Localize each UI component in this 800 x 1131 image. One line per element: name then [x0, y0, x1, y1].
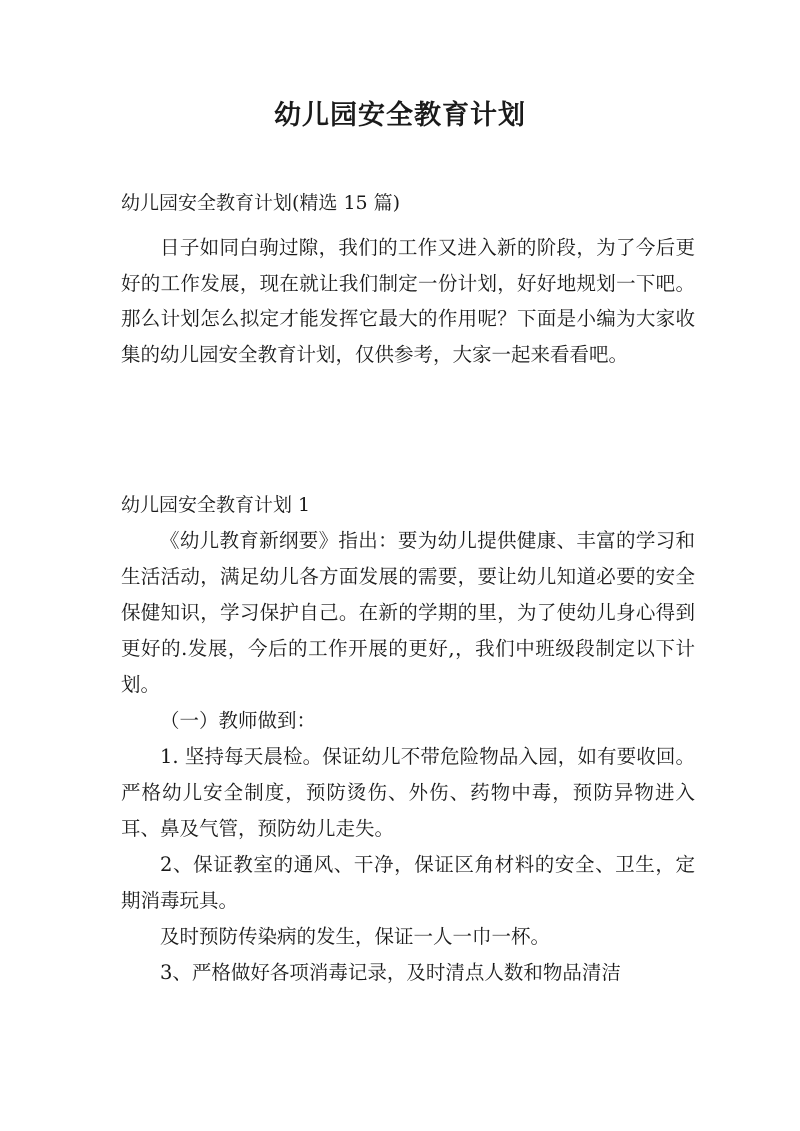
section-heading: 幼儿园安全教育计划 1 — [121, 494, 311, 516]
body-paragraph: 2、保证教室的通风、干净，保证区角材料的安全、卫生，定期消毒玩具。 — [121, 853, 695, 912]
body-paragraph: （一）教师做到： — [160, 709, 317, 732]
document-title: 幼儿园安全教育计划 — [274, 100, 526, 131]
document-subtitle: 幼儿园安全教育计划(精选 15 篇) — [121, 192, 401, 214]
body-paragraph: 3、严格做好各项消毒记录，及时清点人数和物品清洁 — [160, 961, 621, 984]
intro-paragraph: 日子如同白驹过隙，我们的工作又进入新的阶段，为了今后更好的工作发展，现在就让我们制定一份计划，好好地规划一下吧。那么计划怎么拟定才能发挥它最大的作用呢？下面是小编为大家收集的幼儿园安全教育计划，仅供参考，大家一起来看看吧。 — [121, 236, 695, 366]
body-paragraph: 1. 坚持每天晨检。保证幼儿不带危险物品入园，如有要收回。严格幼儿安全制度，预防烫伤、外伤、药物中毒，预防异物进入耳、鼻及气管，预防幼儿走失。 — [121, 745, 695, 840]
body-paragraph: 及时预防传染病的发生，保证一人一巾一杯。 — [160, 925, 551, 948]
section-body — [121, 523, 695, 991]
body-paragraph: 《幼儿教育新纲要》指出：要为幼儿提供健康、丰富的学习和生活活动，满足幼儿各方面发展的需要，要让幼儿知道必要的安全保健知识，学习保护自己。在新的学期的里，为了使幼儿身心得到更好的.发展，今后的工作开展的更好,，我们中班级段制定以下计划。 — [121, 529, 695, 696]
